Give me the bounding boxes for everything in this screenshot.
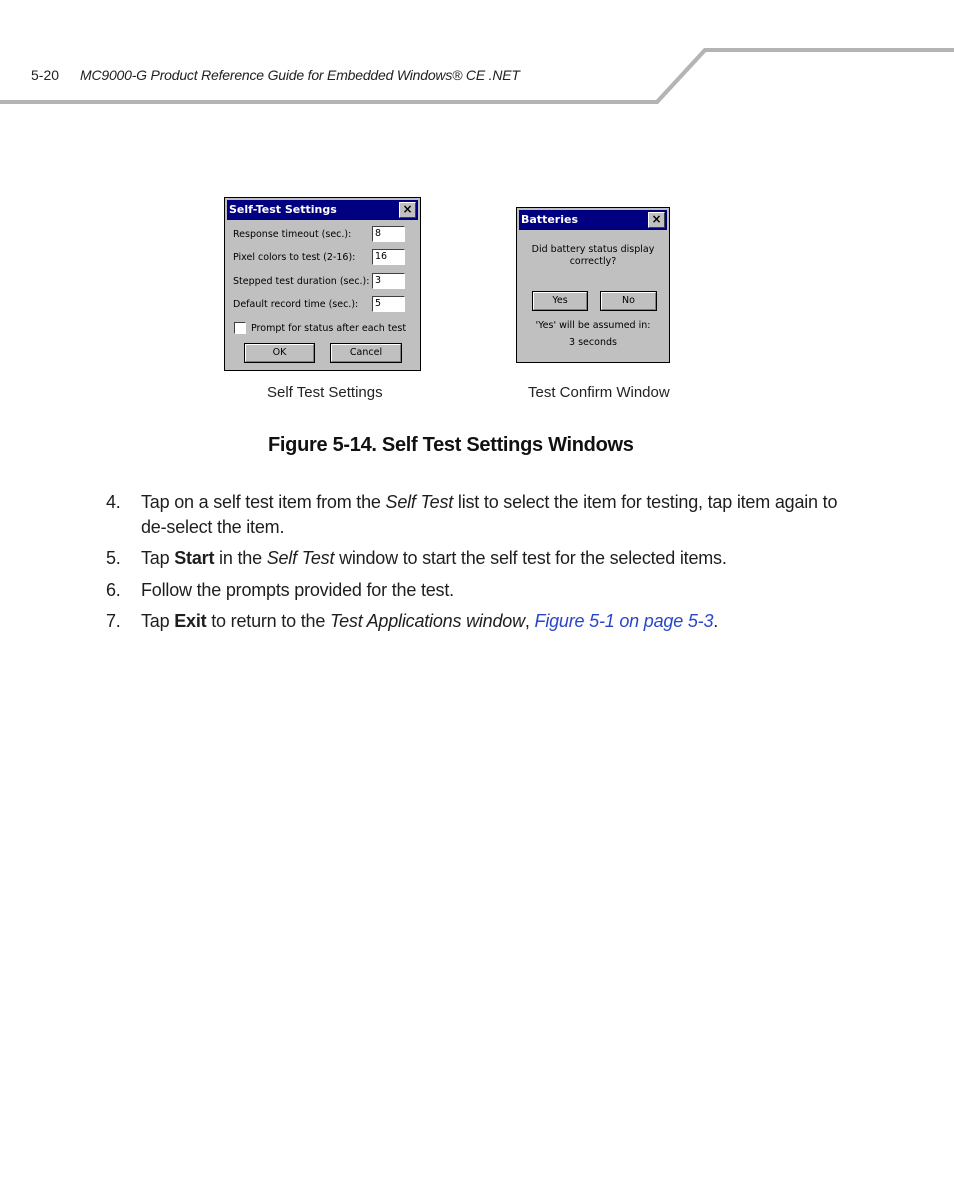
step-text-part: to return to the xyxy=(206,611,330,631)
step-text-part: list to select the item for testing, tap item again to de-select the item. xyxy=(141,492,838,537)
yes-button-label: Yes xyxy=(552,295,568,306)
step-text-part: Tap xyxy=(141,611,175,631)
response-timeout-label: Response timeout (sec.): xyxy=(233,229,352,240)
step-number: 7. xyxy=(106,611,121,631)
step-text-italic: Self Test xyxy=(266,548,335,568)
assume-yes-line2: 3 seconds xyxy=(569,337,617,348)
step-number: 4. xyxy=(106,492,121,512)
step-text-part: in the xyxy=(214,548,267,568)
step-text xyxy=(141,546,866,571)
cancel-button-label: Cancel xyxy=(349,347,383,358)
step-number: 5. xyxy=(106,548,121,568)
stepped-duration-field[interactable]: 3 xyxy=(372,273,405,289)
dialog-titlebar xyxy=(227,200,418,220)
stepped-duration-label: Stepped test duration (sec.): xyxy=(233,276,370,287)
response-timeout-field[interactable]: 8 xyxy=(372,226,405,242)
no-button[interactable] xyxy=(600,291,657,311)
step-text-part: Follow the prompts provided for the test. xyxy=(141,580,454,600)
pixel-colors-field[interactable]: 16 xyxy=(372,249,405,265)
step-text-part: window to start the self test for the selected items. xyxy=(334,548,727,568)
assume-yes-line1: 'Yes' will be assumed in: xyxy=(535,320,651,331)
battery-question-line1: Did battery status display xyxy=(531,244,655,255)
step-number: 6. xyxy=(106,580,121,600)
dialog-title: Batteries xyxy=(521,213,578,226)
close-icon[interactable]: × xyxy=(399,202,416,218)
batteries-dialog xyxy=(516,207,670,363)
record-time-label: Default record time (sec.): xyxy=(233,299,359,310)
figure-title: Figure 5-14. Self Test Settings Windows xyxy=(268,434,634,456)
running-title: MC9000-G Product Reference Guide for Embedded Windows® CE .NET xyxy=(80,67,520,83)
self-test-settings-dialog xyxy=(224,197,421,371)
dialog-titlebar xyxy=(519,210,667,230)
step-text xyxy=(141,578,866,603)
yes-button[interactable] xyxy=(532,291,588,311)
step-5 xyxy=(106,546,866,571)
ok-button[interactable] xyxy=(244,343,315,363)
no-button-label: No xyxy=(622,295,635,306)
dialog-title: Self-Test Settings xyxy=(229,203,337,216)
step-text-part: Tap on a self test item from the xyxy=(141,492,386,512)
prompt-status-label: Prompt for status after each test xyxy=(251,323,407,334)
step-text xyxy=(141,490,866,540)
battery-question-line2: correctly? xyxy=(569,256,617,267)
step-6 xyxy=(106,578,866,603)
step-text xyxy=(141,609,866,634)
ok-button-label: OK xyxy=(272,347,287,358)
caption-test-confirm-window: Test Confirm Window xyxy=(528,384,670,401)
step-text-part: , xyxy=(524,611,535,631)
step-text-bold: Start xyxy=(174,548,215,568)
step-text-part: . xyxy=(713,611,719,631)
step-4 xyxy=(106,490,866,540)
page-number: 5-20 xyxy=(31,67,60,83)
step-text-italic: Test Applications window xyxy=(329,611,525,631)
cancel-button[interactable] xyxy=(330,343,402,363)
close-icon[interactable]: × xyxy=(648,212,665,228)
pixel-colors-label: Pixel colors to test (2-16): xyxy=(233,252,356,263)
caption-self-test-settings: Self Test Settings xyxy=(267,384,383,401)
record-time-field[interactable]: 5 xyxy=(372,296,405,312)
figure-link[interactable]: Figure 5-1 on page 5-3 xyxy=(534,611,714,631)
step-text-part: Tap xyxy=(141,548,175,568)
step-7 xyxy=(106,609,866,634)
step-text-italic: Self Test xyxy=(385,492,454,512)
step-text-bold: Exit xyxy=(174,611,207,631)
prompt-status-checkbox[interactable] xyxy=(234,322,246,334)
header-rule xyxy=(0,0,954,110)
